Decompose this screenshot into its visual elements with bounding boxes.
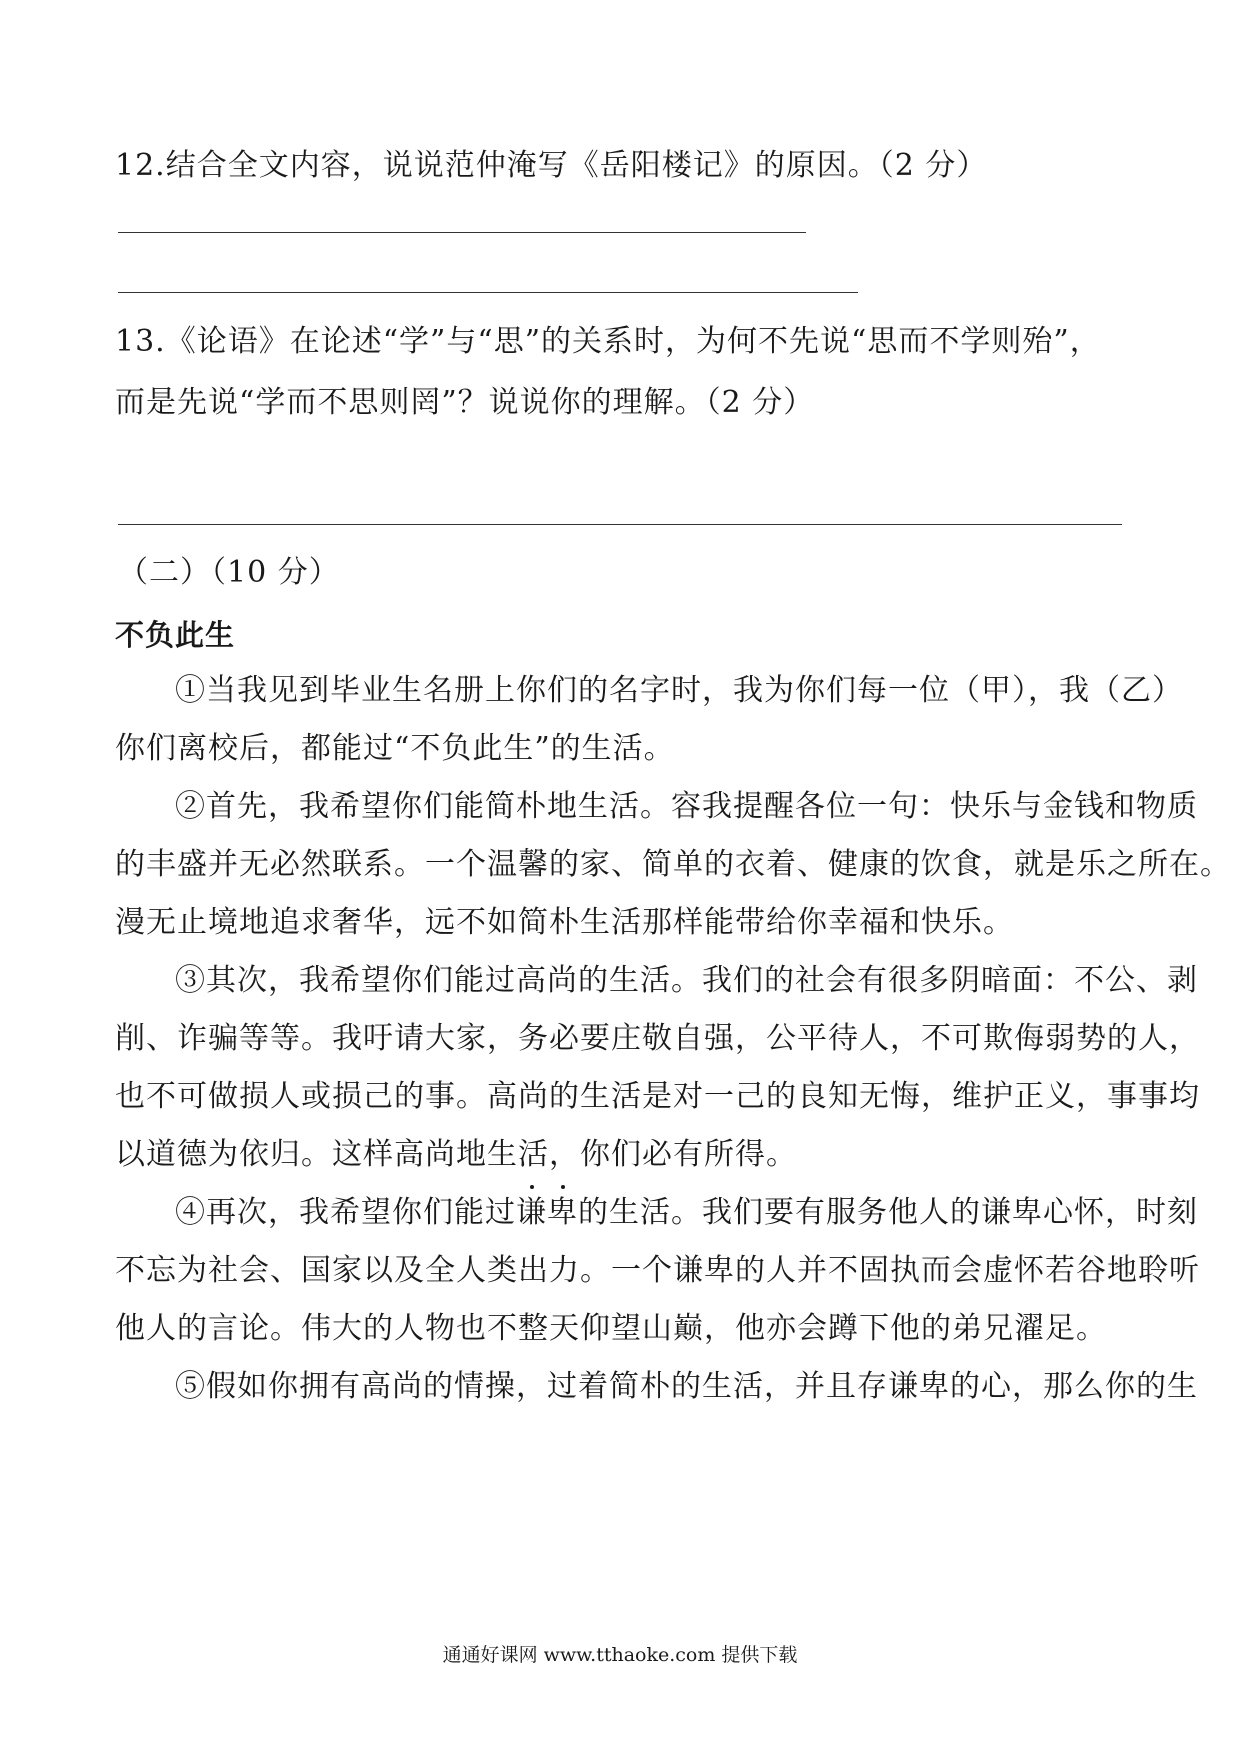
- passage-title: 不负此生: [115, 618, 236, 652]
- passage-p3-line3: 也不可做损人或损己的事。高尚的生活是对一己的良知无悔，维护正义，事事均: [115, 1079, 1200, 1114]
- passage-p5-line1: ⑤假如你拥有高尚的情操，过着简朴的生活，并且存谦卑的心，那么你的生: [175, 1369, 1198, 1404]
- question-13-line2: 而是先说“学而不思则罔”？说说你的理解。（2 分）: [115, 385, 815, 420]
- emphasis-dot: [530, 1185, 534, 1189]
- emphasized-char-qian: [516, 1193, 547, 1233]
- passage-p1-line1: ①当我见到毕业生名册上你们的名字时，我为你们每一位（甲），我（乙）: [175, 673, 1183, 708]
- question-13-line1: 13.《论语》在论述“学”与“思”的关系时，为何不先说“思而不学则殆”，: [115, 324, 1101, 359]
- emphasized-char-bei: [547, 1193, 578, 1233]
- passage-p2-line3: 漫无止境地追求奢华，远不如简朴生活那样能带给你幸福和快乐。: [115, 905, 1014, 940]
- passage-p4-line3: 他人的言论。伟大的人物也不整天仰望山巅，他亦会蹲下他的弟兄濯足。: [115, 1311, 1107, 1346]
- passage-p4-line1-after: 的生活。我们要有服务他人的谦卑心怀，时刻: [578, 1195, 1198, 1230]
- passage-p2-line2: 的丰盛并无必然联系。一个温馨的家、简单的衣着、健康的饮食，就是乐之所在。: [115, 847, 1231, 882]
- answer-line-12a: [118, 232, 806, 233]
- passage-p4-line2: 不忘为社会、国家以及全人类出力。一个谦卑的人并不固执而会虚怀若谷地聆听: [115, 1253, 1200, 1288]
- passage-p3-line4: 以道德为依归。这样高尚地生活，你们必有所得。: [115, 1137, 797, 1172]
- passage-p2-line1: ②首先，我希望你们能简朴地生活。容我提醒各位一句：快乐与金钱和物质: [175, 789, 1198, 824]
- answer-line-13: [118, 524, 1122, 525]
- emphasis-dot: [561, 1185, 565, 1189]
- footer-source: 通通好课网 www.tthaoke.com 提供下载: [442, 1644, 798, 1666]
- passage-p4-line1: [175, 1193, 1198, 1233]
- passage-p3-line2: 削、诈骗等等。我吁请大家，务必要庄敬自强，公平待人，不可欺侮弱势的人，: [115, 1021, 1200, 1056]
- emphasized-char-bei-text: 卑: [547, 1195, 578, 1230]
- passage-p3-line1: ③其次，我希望你们能过高尚的生活。我们的社会有很多阴暗面：不公、剥: [175, 963, 1198, 998]
- passage-p1-line2: 你们离校后，都能过“不负此生”的生活。: [115, 731, 675, 766]
- question-12: 12.结合全文内容，说说范仲淹写《岳阳楼记》的原因。（2 分）: [115, 148, 988, 183]
- answer-line-12b: [118, 292, 858, 293]
- section-label: （二）（10 分）: [118, 555, 340, 590]
- passage-p4-line1-before: ④再次，我希望你们能过: [175, 1195, 516, 1230]
- emphasized-char-qian-text: 谦: [516, 1195, 547, 1230]
